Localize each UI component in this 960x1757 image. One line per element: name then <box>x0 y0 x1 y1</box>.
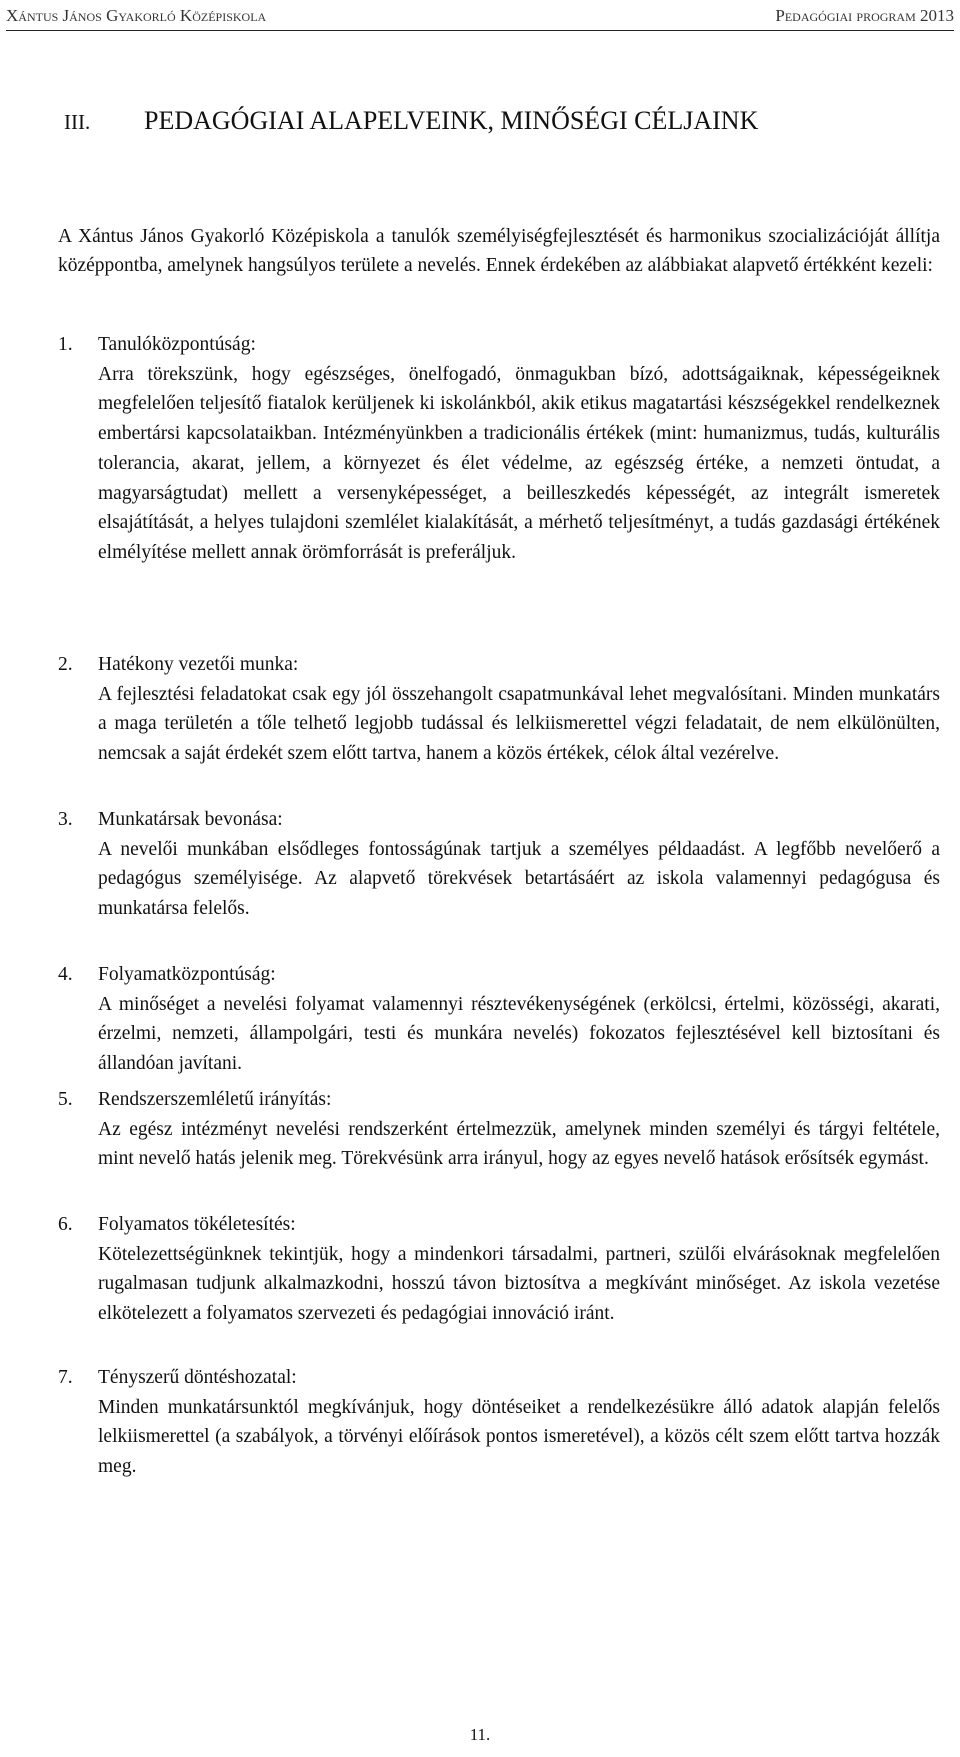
list-item-body: A nevelői munkában elsődleges fontosságúnak tartjuk a személyes példaadást. A legfőbb nevelőerő a pedagógus személyisége. Az alapvető törekvések betartásáért az iskola valamennyi pedagógusa és munkatársa felelős. <box>98 838 940 920</box>
chapter-heading <box>64 106 934 136</box>
list-item-heading: Munkatársak bevonása: <box>98 809 283 830</box>
list-item-heading: Tényszerű döntéshozatal: <box>98 1367 297 1388</box>
list-item-number: 1. <box>58 334 73 355</box>
list-item-number: 5. <box>58 1089 73 1110</box>
list-item <box>58 650 940 769</box>
page-header <box>6 4 954 31</box>
header-document-title: Pedagógiai program 2013 <box>775 6 954 25</box>
chapter-title: PEDAGÓGIAI ALAPELVEINK, MINŐSÉGI CÉLJAINK <box>144 106 759 135</box>
list-item-body: Minden munkatársunktól megkívánjuk, hogy döntéseiket a rendelkezésükre álló adatok alapján felelős lelkiismerettel (a szabályok, a törvényi előírások pontos ismeretével), a közös célt szem előtt tartva hozzák meg. <box>98 1396 940 1478</box>
list-item-body: Kötelezettségünknek tekintjük, hogy a mindenkori társadalmi, partneri, szülői elvárásoknak megfelelően rugalmasan tudjunk alkalmazkodni, hosszú távon biztosítva a megkívánt minőséget. Az iskola vezetése elkötelezett a folyamatos szervezeti és pedagógiai innováció iránt. <box>98 1243 940 1325</box>
list-item-heading: Rendszerszemléletű irányítás: <box>98 1089 332 1110</box>
list-item-heading: Folyamatos tökéletesítés: <box>98 1214 296 1235</box>
chapter-number: III. <box>64 110 91 134</box>
list-item <box>58 1085 940 1174</box>
list-item-number: 2. <box>58 654 73 675</box>
list-item-body: A fejlesztési feladatokat csak egy jól összehangolt csapatmunkával lehet megvalósítani. Minden munkatárs a maga területén a tőle telhető legjobb tudással és lelkiismerettel végzi feladatait, de nem elkülönülten, nemcsak a saját érdekét szem előtt tartva, hanem a közös értékek, célok által vezérelve. <box>98 683 940 765</box>
list-item-heading: Folyamatközpontúság: <box>98 964 276 985</box>
list-item-body: Arra törekszünk, hogy egészséges, önelfogadó, önmagukban bízó, adottságaiknak, képességeiknek megfelelően teljesítő fiatalok kerüljenek ki iskolánkból, akik etikus magatartási készségekkel rendelkeznek embertársi kapcsolataikban. Intézményünkben a tradicionális értékek (mint: humanizmus, tudás, kulturális tolerancia, akarat, jellem, a környezet és élet védelme, az egészség értéke, a nemzeti öntudat, a magyarságtudat) mellett a versenyképességet, a beilleszkedés képességét, az integrált ismeretek elsajátítását, a helyes tulajdoni szemlélet kialakítását, a mérhető teljesítményt, a tudás gazdasági értékének elmélyítése mellett annak örömforrását is preferáljuk. <box>98 363 940 563</box>
list-item-number: 4. <box>58 964 73 985</box>
page-number: 11. <box>469 1725 491 1744</box>
list-item <box>58 1210 940 1329</box>
list-item <box>58 805 940 924</box>
header-school-name: Xántus János Gyakorló Középiskola <box>6 6 267 25</box>
list-item-body: A minőséget a nevelési folyamat valamennyi résztevékenységének (erkölcsi, értelmi, közösségi, akarati, érzelmi, nemzeti, állampolgári, testi és munkára nevelés) fokozatos fejlesztésével kell biztosítani és állandóan javítani. <box>98 993 940 1075</box>
list-item <box>58 1363 940 1482</box>
list-item-heading: Hatékony vezetői munka: <box>98 654 299 675</box>
list-item-heading: Tanulóközpontúság: <box>98 334 256 355</box>
list-item-number: 3. <box>58 809 73 830</box>
list-item <box>58 330 940 568</box>
list-item-number: 7. <box>58 1367 73 1388</box>
list-item-number: 6. <box>58 1214 73 1235</box>
list-item <box>58 960 940 1079</box>
list-item-body: Az egész intézményt nevelési rendszerként értelmezzük, amelynek minden személyi és tárgyi feltétele, mint nevelő hatás jelenik meg. Törekvésünk arra irányul, hogy az egyes nevelő hatások erősítsék egymást. <box>98 1118 940 1170</box>
intro-paragraph: A Xántus János Gyakorló Középiskola a tanulók személyiségfejlesztését és harmonikus szocializációját állítja középpontba, amelynek hangsúlyos területe a nevelés. Ennek érdekében az alábbiakat alapvető értékként kezeli: <box>58 226 940 276</box>
